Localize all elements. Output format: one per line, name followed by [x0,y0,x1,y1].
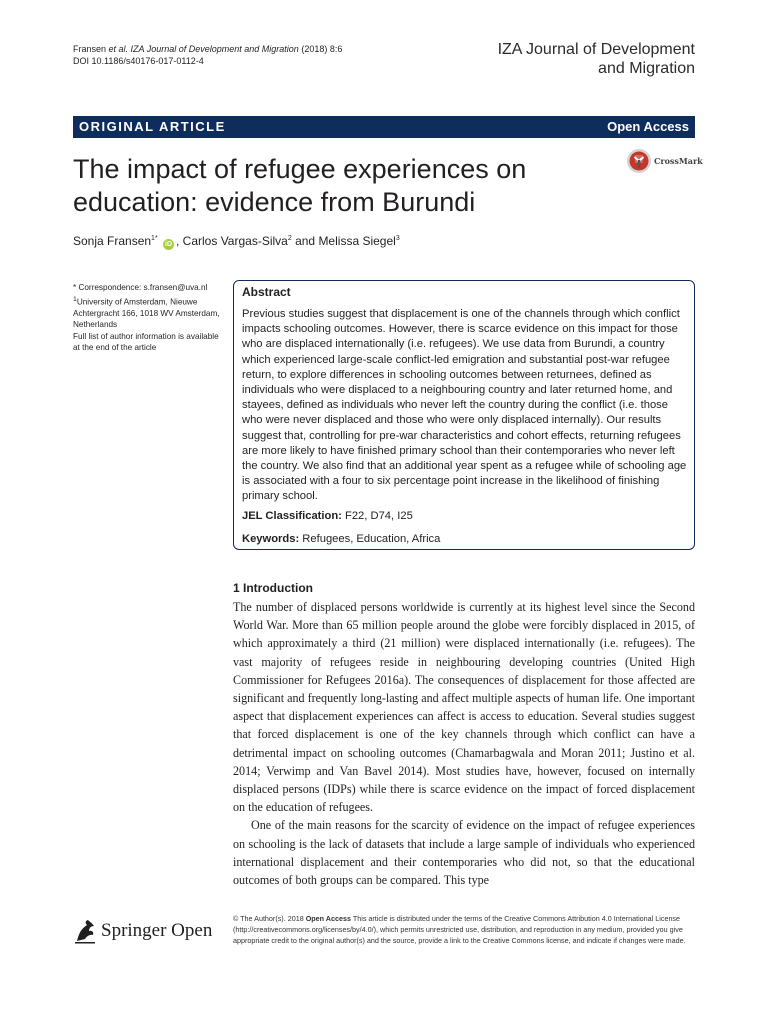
doi[interactable]: DOI 10.1186/s40176-017-0112-4 [73,56,204,66]
citation-header [73,43,342,67]
license-open-access: Open Access [305,914,351,923]
springer-horse-icon [73,917,99,945]
orcid-icon[interactable]: iD [165,241,173,248]
affiliation-text: University of Amsterdam, Nieuwe Achtergracht 166, 1018 WV Amsterdam, Netherlands [73,297,220,330]
open-access-label[interactable]: Open Access [607,119,689,134]
jel-classification [242,509,413,524]
license-copyright: © The Author(s). 2018 [233,914,306,923]
journal-name-line2: and Migration [598,60,695,77]
publisher-name: Springer Open [101,920,213,941]
keywords-label: Keywords: [242,533,300,545]
abstract-heading: Abstract [242,285,291,299]
paragraph-2: One of the main reasons for the scarcity of evidence on the impact of refugee experiences on schooling is the lack of datasets that include a large sample of individuals who experienced international displacement and their contemporaries who did not, so that the educational outcomes of both groups can be compared. This type [233,818,695,888]
crossmark-icon [626,148,652,174]
license-text: This article is distributed under the terms of the Creative Commons Attribution 4.0 International License (http://creativecommons.org/licenses/by/4.0/), which permits unrestricted use, distribution, and reproduction in any medium, provided you give appropriate credit to the original author(s) and the source, provide a link to the Creative Commons license, and indicate if changes were made. [233,914,686,945]
author-list [73,231,400,250]
citation-author: Fransen [73,44,107,54]
author-1-sup: 1* [151,235,158,242]
author-info-note: Full list of author information is available at the end of the article [73,331,219,353]
article-type-banner [73,116,695,138]
author-2-sup: 2 [287,235,292,242]
jel-value: F22, D74, I25 [341,510,413,522]
citation-line [73,43,342,55]
affiliation [73,294,223,331]
paragraph-1: The number of displaced persons worldwide is currently at its highest level since the Second World War. More than 65 million people around the globe were forcibly displaced in 2015, of which approximately a third (21 million) were displaced internationally (i.e. refugees). The vast majority of refugees reside in neighbouring developing countries (United High Commissioner for Refugees 2016a). The consequences of displacement for those affected are significant and frequently long-lasting and affect multiple aspects of human life. One important aspect that displacement experiences can affect is access to education. Several studies suggest that forced displacement is one of the key channels through which conflict can have a detrimental impact on schooling outcomes (Chamarbagwala and Moran 2011; Justino et al. 2014; Verwimp and Van Bavel 2014). Most studies have, however, focused on internally displaced persons (IDPs) while there is scarce evidence on the impact of forced displacement on the education of refugees. [233,600,695,815]
affiliation-sup: 1 [73,295,77,303]
article-type-label: ORIGINAL ARTICLE [79,119,226,134]
crossmark-label: CrossMark [654,156,703,166]
introduction-body [233,598,695,889]
author-1[interactable]: Sonja Fransen [73,234,152,248]
jel-label: JEL Classification: [242,510,342,522]
journal-name-line1: IZA Journal of Development [497,41,695,58]
correspondence-note [73,282,223,354]
citation-journal: et al. IZA Journal of Development and Migration [108,44,299,54]
crossmark-badge[interactable] [626,148,703,179]
abstract-box [233,280,695,550]
journal-name [498,40,695,78]
article-title: The impact of refugee experiences on education: evidence from Burundi [73,154,527,217]
keywords-value: Refugees, Education, Africa [299,533,441,545]
correspondence-email[interactable]: * Correspondence: s.fransen@uva.nl [73,283,208,292]
author-3-sup: 3 [395,235,400,242]
springer-open-logo[interactable] [73,917,213,950]
license-notice [233,914,695,946]
author-3[interactable]: and Melissa Siegel [291,234,396,248]
keywords [242,532,440,547]
section-heading: 1 Introduction [233,581,313,595]
author-2[interactable]: , Carlos Vargas-Silva [176,234,288,248]
abstract-text: Previous studies suggest that displacement is one of the channels through which conflict impacts schooling outcomes. However, there is scarce evidence on this impact for those who are displaced internationally (i.e. refugees). We use data from Burundi, a country which experienced large-scale conflict-led emigration and substantial post-war refugee return, to explore differences in schooling outcomes between returnees, defined as individuals who were displaced to a neighbouring country and later returned home, and stayees, defined as individuals who never left the country during the conflict (i.e. those who were never displaced and those who were only displaced internally). Our results suggest that, controlling for pre-war characteristics and cohort effects, returning refugees are more likely to have finished primary school than their contemporaries who never left the country. We also find that an additional year spent as a refugee while of schooling age is associated with a four to six percentage point increase in the likelihood of finishing primary school. [242,308,687,503]
citation-year-volume: (2018) 8:6 [301,44,343,54]
